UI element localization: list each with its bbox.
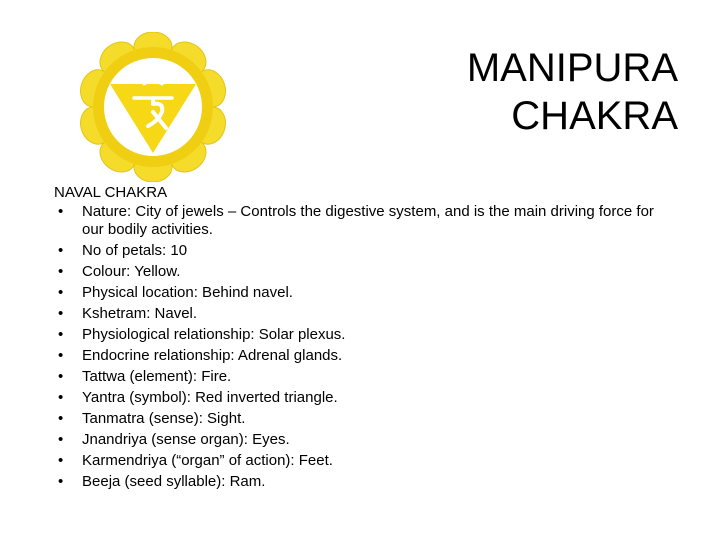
bullet-icon: • [58,389,64,406]
slide-title [467,44,678,140]
list-item [54,326,664,344]
list-item-text: Karmendriya (“organ” of action): Feet. [82,452,333,469]
bullet-icon: • [58,284,64,301]
list-item-text: Nature: City of jewels – Controls the digestive system, and is the main driving force for our bodily activities. [82,203,654,238]
list-item [54,452,664,470]
list-item [54,242,664,260]
list-item-text: Jnandriya (sense organ): Eyes. [82,431,290,448]
list-item-text: Physiological relationship: Solar plexus. [82,326,346,343]
list-item [54,203,664,239]
bullet-list [54,203,664,491]
list-item [54,263,664,281]
bullet-icon: • [58,347,64,364]
chakra-symbol-icon [62,32,244,182]
bullet-icon: • [58,368,64,385]
list-item-text: Colour: Yellow. [82,263,181,280]
bullet-icon: • [58,305,64,322]
list-item [54,473,664,491]
bullet-icon: • [58,410,64,427]
list-item-text: No of petals: 10 [82,242,188,259]
bullet-icon: • [58,203,64,220]
list-item-text: Yantra (symbol): Red inverted triangle. [82,389,338,406]
list-item-text: Tattwa (element): Fire. [82,368,232,385]
bullet-icon: • [58,242,64,259]
list-item [54,389,664,407]
list-item-text: Endocrine relationship: Adrenal glands. [82,347,343,364]
list-item [54,347,664,365]
title-line-2: CHAKRA [511,94,678,138]
list-item-text: Kshetram: Navel. [82,305,198,322]
section-heading: NAVAL CHAKRA [54,184,168,201]
list-item [54,284,664,302]
list-item [54,410,664,428]
list-item-text: Physical location: Behind navel. [82,284,293,301]
list-item-text: Tanmatra (sense): Sight. [82,410,246,427]
list-item [54,368,664,386]
list-item-text: Beeja (seed syllable): Ram. [82,473,266,490]
bullet-icon: • [58,431,64,448]
bullet-icon: • [58,326,64,343]
slide-body [54,182,664,494]
list-item [54,305,664,323]
title-line-1: MANIPURA [466,46,678,90]
manipura-yantra-icon [62,32,244,182]
bullet-icon: • [58,452,64,469]
bullet-icon: • [58,473,64,490]
bullet-icon: • [58,263,64,280]
list-item [54,431,664,449]
